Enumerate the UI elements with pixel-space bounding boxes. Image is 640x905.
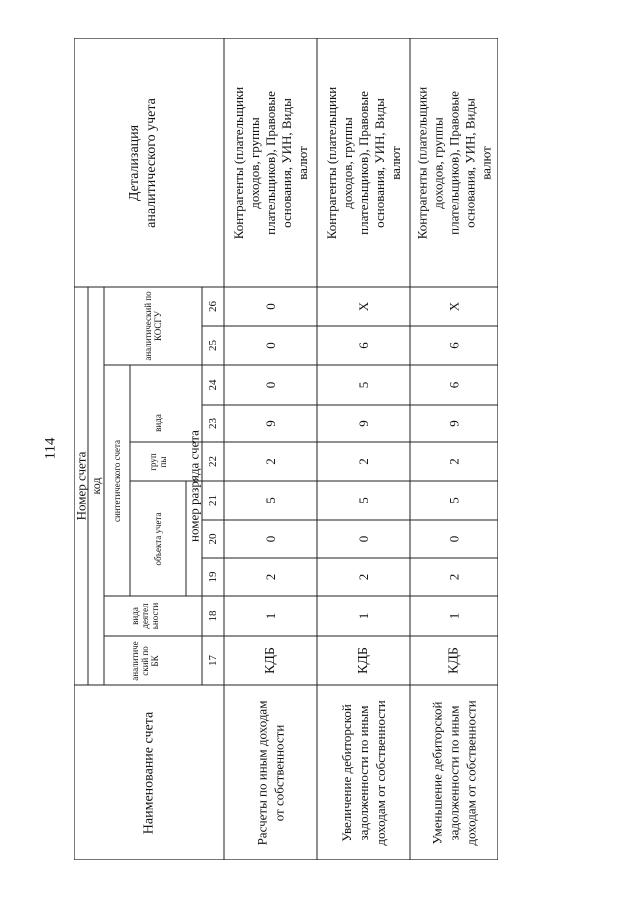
- code-cell: 2: [356, 573, 371, 581]
- account-detail: основания, УИН, Виды: [462, 98, 478, 228]
- analytic-bk-header: ский по: [140, 646, 150, 676]
- name-column-header: Наименование счета: [141, 711, 157, 835]
- digit-number: 18: [207, 610, 219, 622]
- account-name: задолженности по иным: [446, 705, 462, 841]
- account-detail: Контрагенты (плательщики: [231, 86, 246, 240]
- detail-column-header: аналитического учета: [144, 98, 159, 228]
- account-table: [74, 38, 498, 860]
- code-cell: 5: [356, 497, 371, 504]
- activity-type-header: вида: [130, 607, 140, 625]
- code-cell: 9: [446, 420, 462, 427]
- digit-number-header: номер разряда счета: [186, 430, 202, 542]
- code-cell: 2: [356, 458, 371, 465]
- code-cell: 6: [446, 381, 462, 389]
- account-detail: валют: [478, 146, 494, 180]
- code-cell: 2: [263, 573, 278, 581]
- object-header: объекта учета: [153, 512, 163, 566]
- code-cell: 2: [263, 458, 278, 465]
- code-cell: 2: [446, 573, 462, 581]
- group-header: груп: [148, 453, 158, 471]
- account-detail: доходов, группы: [340, 117, 355, 209]
- digit-number: 21: [207, 495, 219, 506]
- code-cell: 0: [263, 535, 278, 543]
- account-detail: валют: [388, 146, 403, 180]
- activity-type-header: ьности: [150, 602, 160, 630]
- code-cell: КДБ: [263, 647, 278, 674]
- code-cell: 0: [263, 381, 278, 389]
- account-number-header: Номер счета: [74, 451, 89, 521]
- account-detail: основания, УИН, Виды: [372, 98, 387, 228]
- account-name: доходам от собственности: [463, 700, 479, 846]
- account-detail: Контрагенты (плательщики: [324, 86, 339, 240]
- digit-number: 20: [207, 533, 219, 545]
- code-cell: 0: [263, 303, 278, 310]
- code-cell: 2: [446, 458, 462, 465]
- code-cell: 1: [263, 612, 278, 620]
- code-header: код: [89, 477, 103, 495]
- account-name: Уменьшение дебиторской: [429, 701, 445, 845]
- page-number: 114: [42, 437, 59, 460]
- account-detail: основания, УИН, Виды: [279, 98, 294, 228]
- analytic-kosgu-header: аналитический по: [143, 291, 153, 361]
- kind-header: вида: [153, 414, 163, 432]
- code-cell: 0: [446, 535, 462, 543]
- account-detail: валют: [295, 146, 310, 180]
- account-name: от собственности: [271, 724, 287, 822]
- code-cell: 0: [263, 342, 278, 349]
- synthetic-header: синтетического счета: [112, 439, 122, 523]
- code-cell: КДБ: [446, 647, 462, 674]
- digit-number: 22: [207, 456, 219, 467]
- code-cell: 9: [356, 420, 371, 427]
- account-name: задолженности по иным: [356, 705, 371, 841]
- digit-number: 19: [207, 571, 219, 583]
- code-cell: 1: [446, 612, 462, 620]
- code-cell: КДБ: [356, 647, 371, 674]
- group-header: пы: [158, 456, 168, 468]
- analytic-kosgu-header: КОСГУ: [153, 311, 163, 341]
- detail-column-header: Детализация: [127, 124, 142, 202]
- account-detail: плательщиков), Правовые: [446, 91, 462, 235]
- digit-number: 26: [207, 301, 219, 312]
- code-cell: 5: [263, 497, 278, 504]
- code-cell: X: [446, 301, 462, 312]
- code-cell: 9: [263, 420, 278, 427]
- digit-number: 17: [207, 655, 219, 666]
- code-cell: 5: [356, 381, 371, 389]
- account-detail: Контрагенты (плательщики: [414, 86, 430, 240]
- code-cell: X: [356, 301, 371, 312]
- digit-number: 25: [207, 340, 219, 351]
- account-detail: плательщиков), Правовые: [263, 91, 278, 235]
- account-name: Расчеты по иным доходам: [254, 700, 270, 846]
- digit-number: 24: [207, 379, 219, 391]
- account-name: доходам от собственности: [373, 700, 388, 846]
- code-cell: 5: [446, 497, 462, 504]
- account-name: Увеличение дебиторской: [339, 704, 354, 842]
- account-detail: доходов, группы: [430, 117, 446, 209]
- digit-number: 23: [207, 418, 219, 429]
- activity-type-header: деятел: [140, 603, 150, 629]
- analytic-bk-header: БК: [150, 655, 160, 667]
- code-cell: 6: [356, 342, 371, 349]
- analytic-bk-header: аналитиче: [130, 641, 140, 681]
- code-cell: 6: [446, 342, 462, 349]
- code-cell: 0: [356, 535, 371, 543]
- code-cell: 1: [356, 612, 371, 620]
- rotated-table: [74, 38, 498, 865]
- account-detail: доходов, группы: [247, 117, 262, 209]
- account-detail: плательщиков), Правовые: [356, 91, 371, 235]
